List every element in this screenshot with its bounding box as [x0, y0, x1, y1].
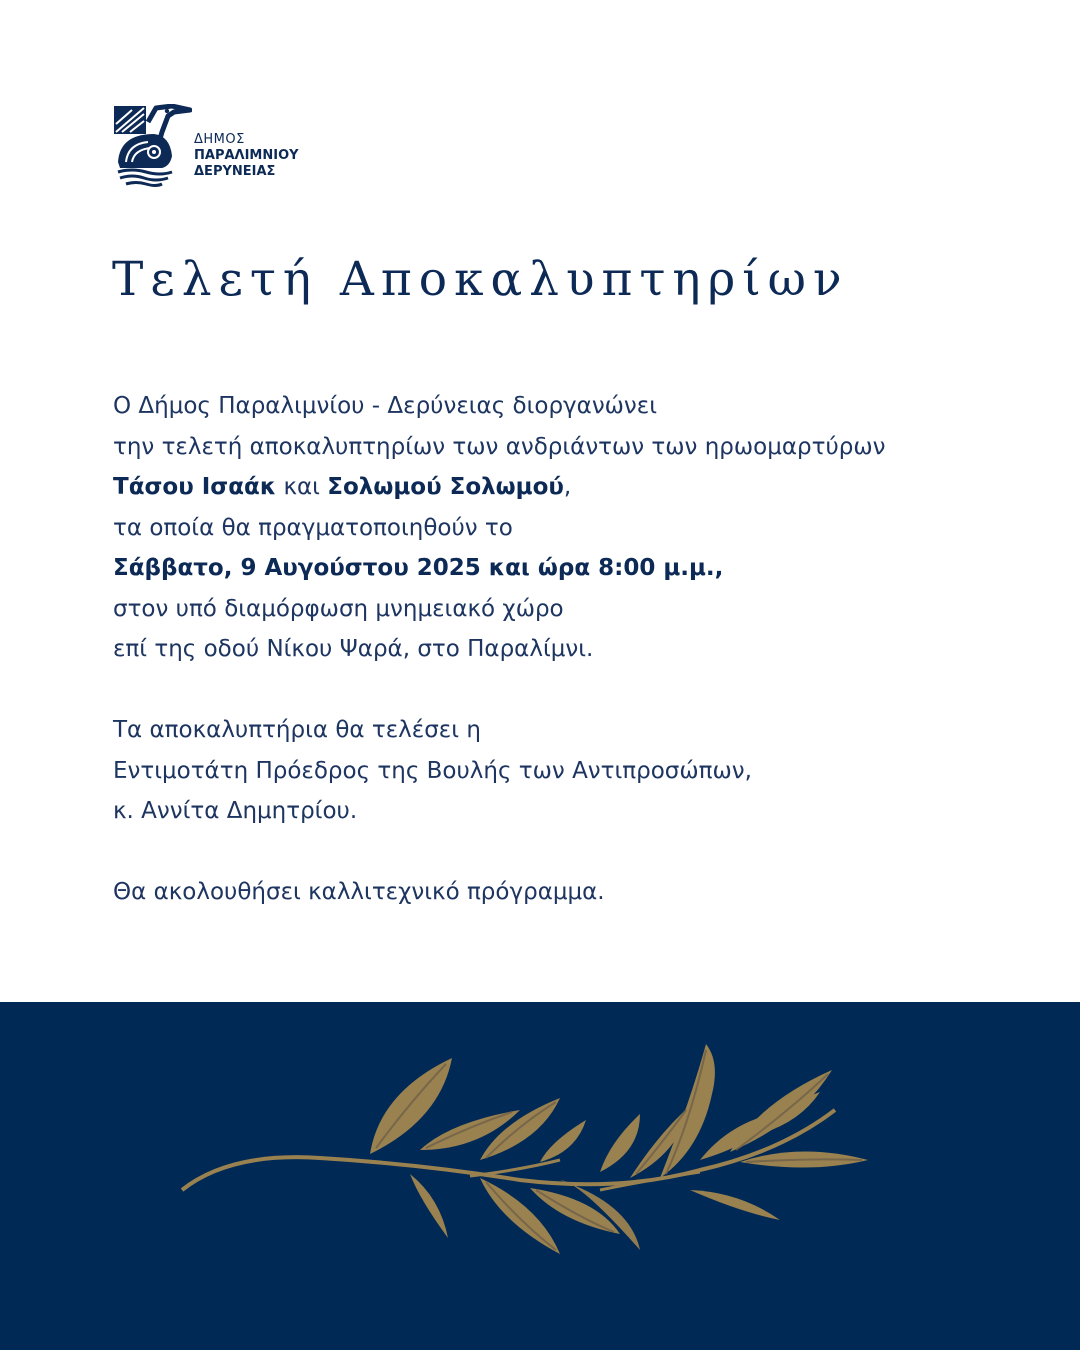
body-line-2: την τελετή αποκαλυπτηρίων των ανδριάντων των ηρωομαρτύρων: [113, 433, 886, 460]
body-line-9: Εντιμοτάτη Πρόεδρος της Βουλής των Αντιπροσώπων,: [113, 757, 752, 784]
body-line-10: κ. Αννίτα Δημητρίου.: [113, 798, 358, 824]
logo-line-deryneia: ΔΕΡΥΝΕΙΑΣ: [194, 164, 276, 179]
body-line-7: επί της οδού Νίκου Ψαρά, στο Παραλίμνι.: [113, 636, 594, 662]
logo-line-paralimni: ΠΑΡΑΛΙΜΝΙΟΥ: [194, 148, 299, 163]
event-date-time-text: Σάββατο, 9 Αυγούστου 2025 και ώρα 8:00 μ.μ.,: [113, 555, 724, 581]
body-line-3: [113, 467, 1013, 508]
comma: ,: [563, 474, 572, 500]
paragraph-gap: [113, 670, 1013, 711]
page-title: Τελετή Αποκαλυπτηρίων: [112, 252, 849, 307]
logo-wordmark: [194, 132, 299, 180]
invitation-text: [113, 386, 1013, 913]
body-line-8: Τα αποκαλυπτήρια θα τελέσει η: [113, 717, 481, 743]
body-line-6: στον υπό διαμόρφωση μνημειακό χώρο: [113, 595, 564, 622]
paragraph-gap: [113, 832, 1013, 873]
event-date-time: [113, 548, 1013, 589]
olive-branch-icon: [0, 1002, 1080, 1350]
hero-name-2: Σολωμού Σολωμού: [327, 474, 564, 500]
body-line-1: Ο Δήμος Παραλιμνίου - Δερύνειας διοργανώνει: [113, 393, 657, 419]
bird-emblem-icon: [112, 104, 192, 188]
logo-line-municipality: ΔΗΜΟΣ: [194, 132, 245, 147]
conjunction: και: [276, 474, 328, 500]
body-line-4: τα οποία θα πραγματοποιηθούν το: [113, 514, 513, 541]
footer-band: [0, 1002, 1080, 1350]
municipality-logo: [112, 104, 312, 188]
hero-name-1: Τάσου Ισαάκ: [113, 474, 277, 500]
body-line-11: Θα ακολουθήσει καλλιτεχνικό πρόγραμμα.: [113, 879, 605, 905]
